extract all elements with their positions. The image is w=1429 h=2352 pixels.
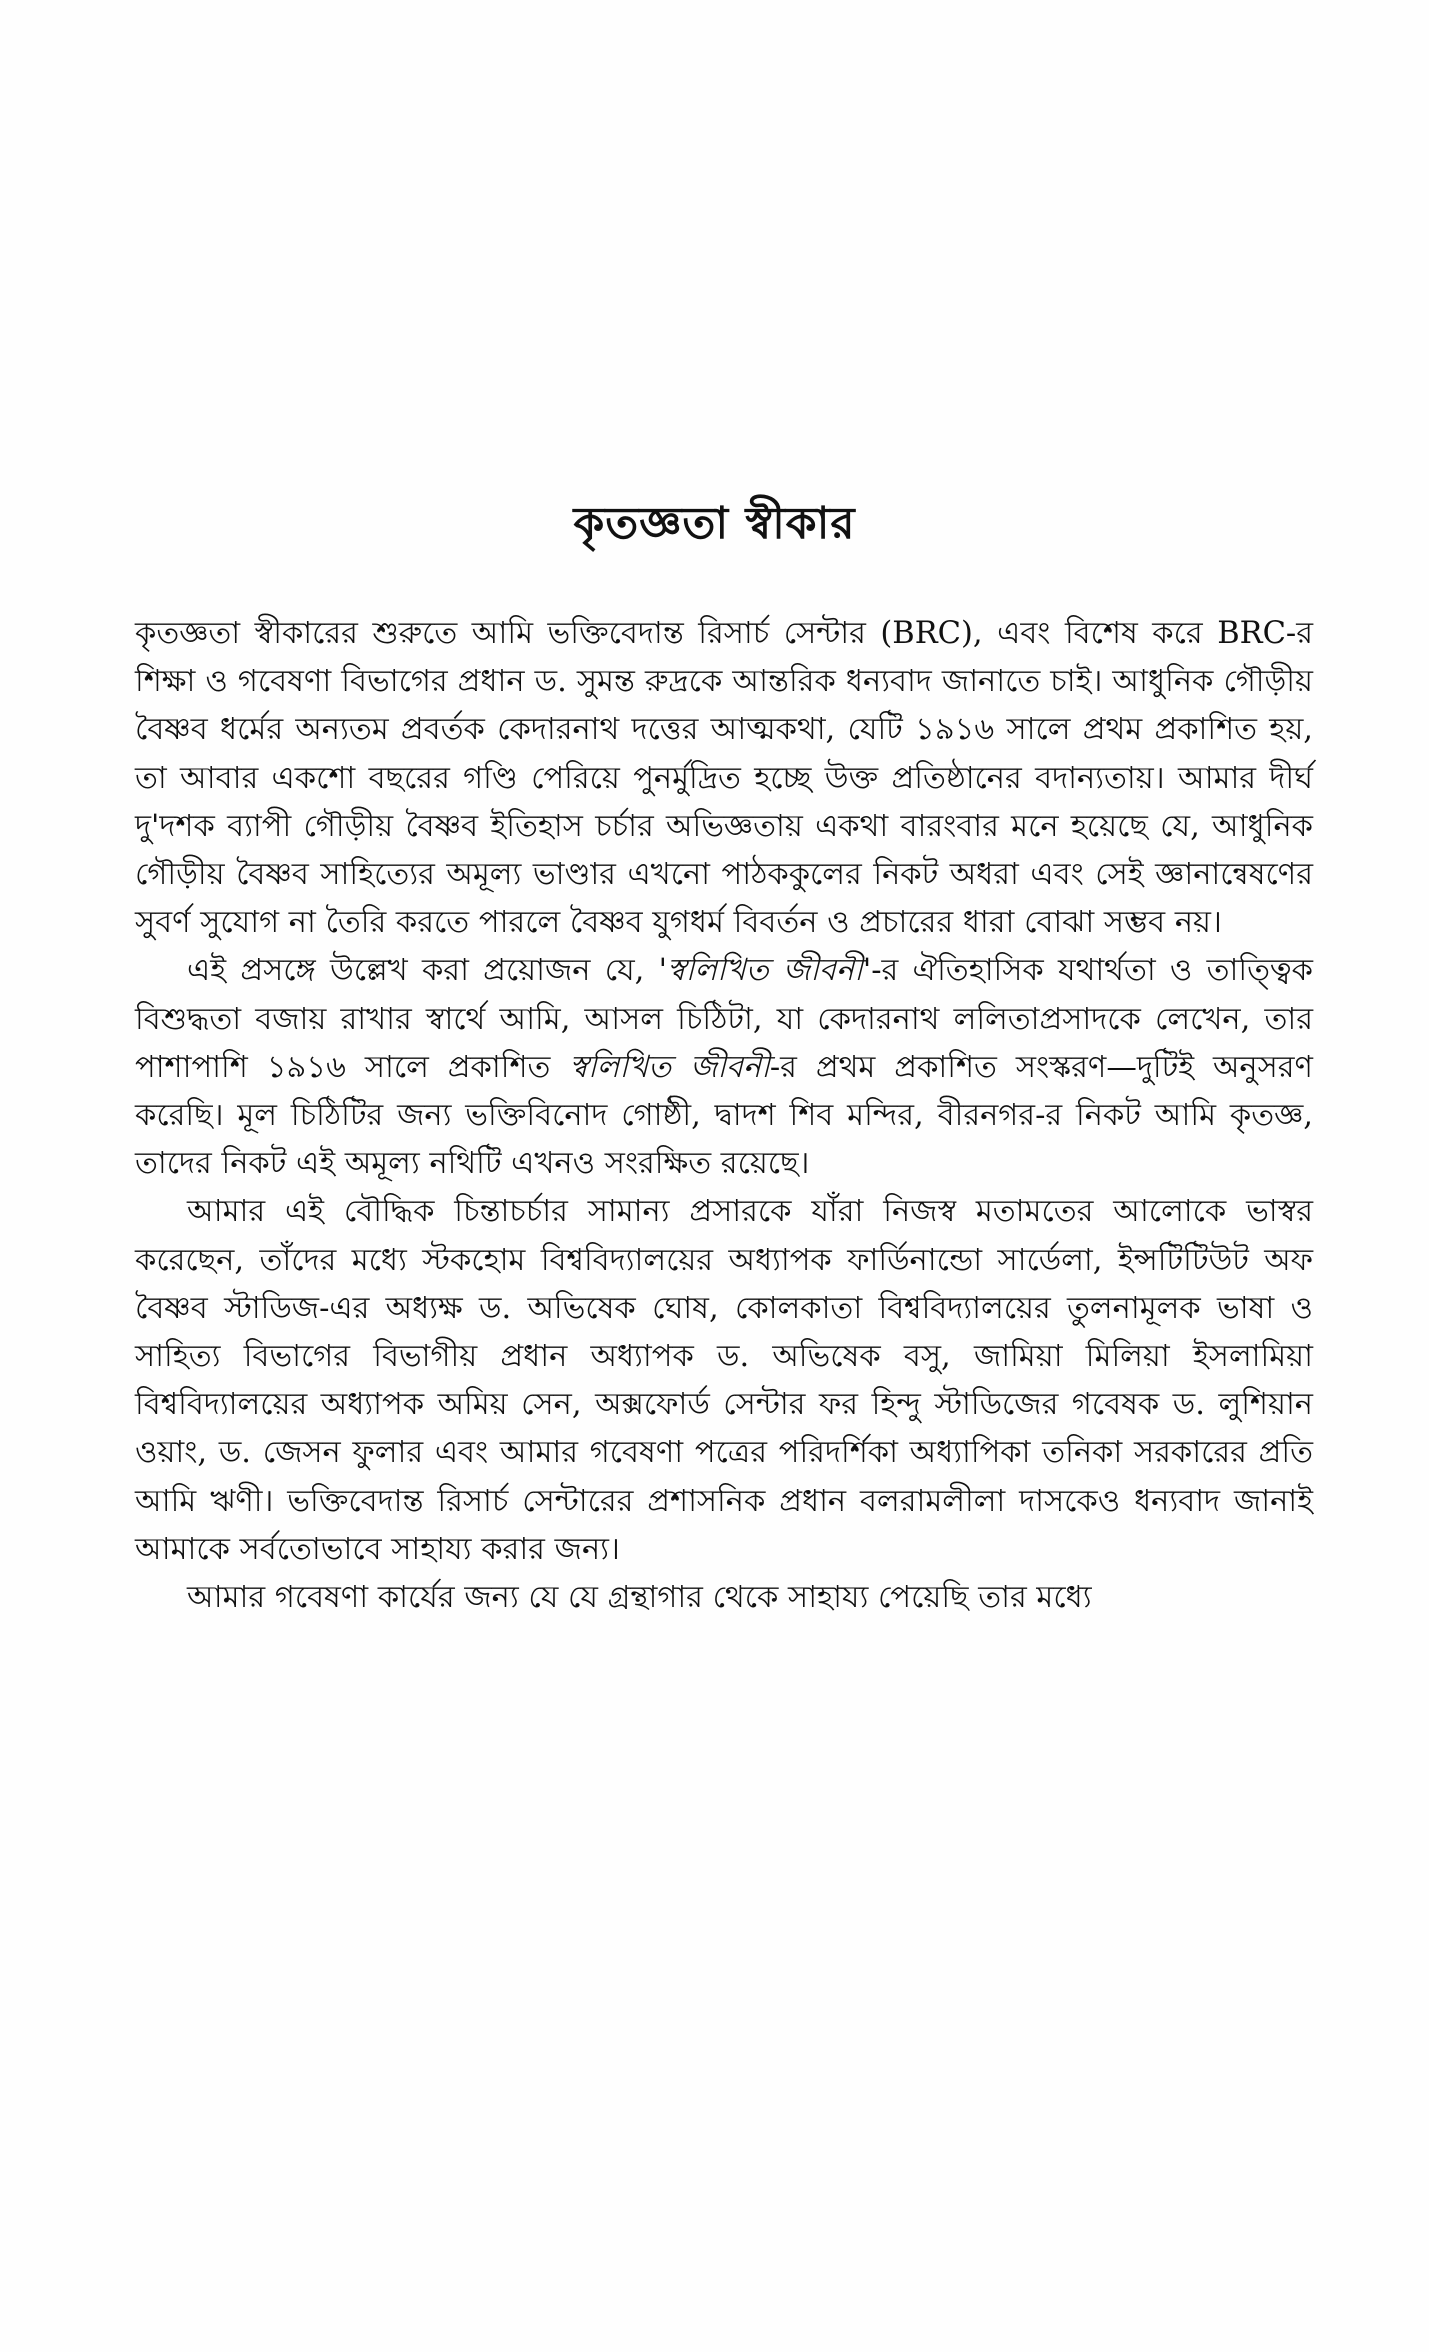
body-text <box>135 610 1313 1622</box>
paragraph-3 <box>135 1188 1313 1574</box>
paragraph-1-text: কৃতজ্ঞতা স্বীকারের শুরুতে আমি ভক্তিবেদান্ত রিসার্চ সেন্টার (BRC), এবং বিশেষ করে BRC-র শিক্ষা ও গবেষণা বিভাগের প্রধান ড. সুমন্ত রুদ্রকে আন্তরিক ধন্যবাদ জানাতে চাই। আধুনিক গৌড়ীয় বৈষ্ণব ধর্মের অন্যতম প্রবর্তক কেদারনাথ দত্তের আত্মকথা, যেটি ১৯১৬ সালে প্রথম প্রকাশিত হয়, তা আবার একশো বছরের গণ্ডি পেরিয়ে পুনর্মুদ্রিত হচ্ছে উক্ত প্রতিষ্ঠানের বদান্যতায়। আমার দীর্ঘ দু'দশক ব্যাপী গৌড়ীয় বৈষ্ণব ইতিহাস চর্চার অভিজ্ঞতায় একথা বারংবার মনে হয়েছে যে, আধুনিক গৌড়ীয় বৈষ্ণব সাহিত্যের অমূল্য ভাণ্ডার এখনো পাঠককুলের নিকট অধরা এবং সেই জ্ঞানান্বেষণের সুবর্ণ সুযোগ না তৈরি করতে পারলে বৈষ্ণব যুগধর্ম বিবর্তন ও প্রচারের ধারা বোঝা সম্ভব নয়। <box>135 616 1313 941</box>
paragraph-2-text-b: -র ঐতিহাসিক যথার্থতা ও তাত্ত্বিক বিশুদ্ধতা বজায় রাখার স্বার্থে আমি, আসল চিঠিটা, যা কেদারনাথ ললিতাপ্রসাদকে লেখেন, তার পাশাপাশি ১৯১৬ সালে প্রকাশিত <box>135 953 1313 1085</box>
paragraph-4 <box>135 1574 1313 1622</box>
paragraph-2-text-a: এই প্রসঙ্গে উল্লেখ করা প্রয়োজন যে, <box>187 953 659 989</box>
paragraph-1 <box>135 610 1313 947</box>
page-title: কৃতজ্ঞতা স্বীকার <box>573 498 856 549</box>
book-title-italic: 'স্বলিখিত জীবনী' <box>658 953 872 989</box>
paragraph-2-text-c: -র প্রথম প্রকাশিত সংস্করণ—দুটিই অনুসরণ করেছি। মূল চিঠিটির জন্য ভক্তিবিনোদ গোষ্ঠী, দ্বাদশ শিব মন্দির, বীরনগর-র নিকট আমি কৃতজ্ঞ, তাদের নিকট এই অমূল্য নথিটি এখনও সংরক্ষিত রয়েছে। <box>135 1049 1313 1182</box>
paragraph-4-text: আমার গবেষণা কার্যের জন্য যে যে গ্রন্থাগার থেকে সাহায্য পেয়েছি তার মধ্যে <box>187 1580 1092 1616</box>
book-title-italic: স্বলিখিত জীবনী <box>569 1049 770 1085</box>
paragraph-2 <box>135 947 1313 1188</box>
paragraph-3-text: আমার এই বৌদ্ধিক চিন্তাচর্চার সামান্য প্রসারকে যাঁরা নিজস্ব মতামতের আলোকে ভাস্বর করেছেন, তাঁদের মধ্যে স্টকহোম বিশ্ববিদ্যালয়ের অধ্যাপক ফার্ডিনান্ডো সার্ডেলা, ইন্সটিটিউট অফ বৈষ্ণব স্টাডিজ-এর অধ্যক্ষ ড. অভিষেক ঘোষ, কোলকাতা বিশ্ববিদ্যালয়ের তুলনামূলক ভাষা ও সাহিত্য বিভাগের বিভাগীয় প্রধান অধ্যাপক ড. অভিষেক বসু, জামিয়া মিলিয়া ইসলামিয়া বিশ্ববিদ্যালয়ের অধ্যাপক অমিয় সেন, অক্সফোর্ড সেন্টার ফর হিন্দু স্টাডিজের গবেষক ড. লুশিয়ান ওয়াং, ড. জেসন ফুলার এবং আমার গবেষণা পত্রের পরিদর্শিকা অধ্যাপিকা তনিকা সরকারের প্রতি আমি ঋণী। ভক্তিবেদান্ত রিসার্চ সেন্টারের প্রশাসনিক প্রধান বলরামলীলা দাসকেও ধন্যবাদ জানাই আমাকে সর্বতোভাবে সাহায্য করার জন্য। <box>135 1194 1313 1567</box>
